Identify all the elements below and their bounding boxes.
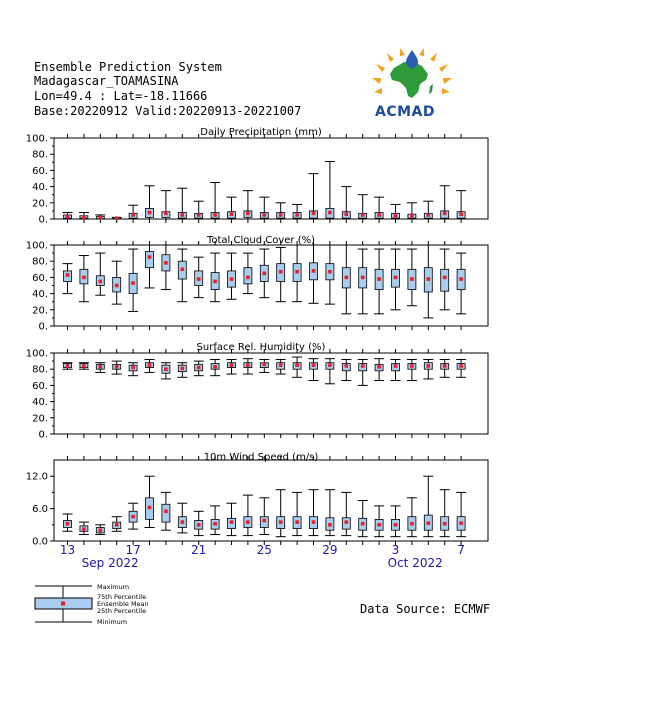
box-2022-09-21 — [194, 201, 204, 219]
box-2022-09-20 — [177, 249, 187, 302]
box-2022-09-25 — [259, 197, 269, 219]
y-tick-label: 0.0 — [32, 536, 48, 548]
y-tick-label: 40. — [32, 289, 48, 301]
x-month-label: Oct 2022 — [387, 556, 443, 570]
mean-marker — [230, 363, 234, 367]
mean-marker — [427, 521, 431, 525]
box-2022-09-14 — [79, 213, 89, 220]
panel-title: 10m Wind Speed (m/s) — [203, 452, 319, 463]
box-2022-09-25 — [259, 498, 269, 535]
panel-title: Surface Rel. Humidity (%) — [196, 342, 326, 353]
mean-marker — [443, 212, 447, 216]
mean-marker — [328, 363, 332, 367]
box-2022-10-01 — [358, 501, 368, 537]
box-2022-09-25 — [259, 249, 269, 298]
box-2022-10-01 — [358, 249, 368, 314]
mean-marker — [361, 364, 365, 368]
mean-marker — [164, 367, 168, 371]
box-2022-09-21 — [194, 361, 204, 376]
mean-marker — [99, 528, 103, 532]
box-2022-09-28 — [309, 245, 319, 303]
y-tick-label: 80. — [32, 256, 48, 268]
box-2022-09-20 — [177, 363, 187, 378]
box-2022-09-27 — [292, 357, 302, 377]
mean-marker — [328, 211, 332, 215]
box-2022-10-02 — [374, 249, 384, 314]
mean-marker — [377, 213, 381, 217]
mean-marker — [394, 364, 398, 368]
mean-marker — [213, 213, 217, 217]
box-2022-09-18 — [145, 476, 155, 527]
box-2022-09-16 — [112, 216, 122, 220]
header-station: Madagascar_TOAMASINA — [34, 74, 179, 88]
mean-marker — [295, 213, 299, 217]
box-2022-09-16 — [112, 517, 122, 532]
box-2022-10-04 — [407, 359, 417, 380]
box-2022-09-22 — [210, 253, 220, 302]
mean-marker — [295, 270, 299, 274]
box-2022-09-29 — [325, 490, 335, 536]
y-tick-label: 6.0 — [32, 504, 48, 516]
mean-marker — [312, 212, 316, 216]
box-2022-09-13 — [63, 514, 73, 531]
chart-panels — [26, 127, 488, 548]
mean-marker — [246, 520, 250, 524]
box-2022-10-05 — [423, 245, 433, 318]
x-day-label: 21 — [191, 543, 207, 557]
mean-marker — [361, 213, 365, 217]
mean-marker — [131, 281, 135, 285]
y-tick-label: 20. — [32, 198, 48, 210]
mean-marker — [164, 261, 168, 265]
mean-marker — [345, 364, 349, 368]
y-tick-label: 0. — [38, 321, 48, 333]
box-2022-10-04 — [407, 203, 417, 219]
box-2022-09-25 — [259, 359, 269, 372]
box-2022-10-07 — [456, 253, 466, 314]
mean-marker — [312, 363, 316, 367]
mean-marker — [427, 213, 431, 217]
box-2022-09-19 — [161, 245, 171, 290]
mean-marker — [295, 520, 299, 524]
mean-marker — [82, 364, 86, 368]
mean-marker — [230, 520, 234, 524]
mean-marker — [213, 280, 217, 284]
mean-marker — [263, 272, 267, 276]
box-2022-09-29 — [325, 359, 335, 384]
box-2022-09-30 — [341, 245, 351, 314]
y-tick-label: 0. — [38, 429, 48, 441]
box-2022-10-06 — [440, 359, 450, 377]
y-tick-label: 80. — [32, 364, 48, 376]
box-2022-09-20 — [177, 503, 187, 533]
box-2022-09-13 — [63, 264, 73, 294]
box-2022-09-21 — [194, 257, 204, 298]
mean-marker — [345, 520, 349, 524]
box-2022-09-17 — [128, 363, 138, 376]
box-2022-09-26 — [276, 490, 286, 537]
mean-marker — [459, 277, 463, 281]
mean-marker — [377, 277, 381, 281]
mean-marker — [443, 364, 447, 368]
box-2022-09-30 — [341, 359, 351, 380]
mean-marker — [131, 366, 135, 370]
box-2022-10-06 — [440, 186, 450, 219]
legend-label-mean: Ensemble Mean — [97, 600, 149, 608]
box-2022-09-24 — [243, 495, 253, 535]
box-2022-10-04 — [407, 498, 417, 537]
y-tick-label: 40. — [32, 182, 48, 194]
panel-3 — [26, 342, 488, 441]
iqr-box — [146, 251, 154, 267]
mean-marker — [131, 213, 135, 217]
mean-marker — [410, 277, 414, 281]
box-2022-09-18 — [145, 245, 155, 288]
mean-marker — [230, 212, 234, 216]
mean-marker — [394, 276, 398, 280]
box-2022-10-06 — [440, 249, 450, 310]
y-tick-label: 12.0 — [25, 471, 48, 483]
mean-marker — [295, 363, 299, 367]
box-2022-09-15 — [95, 253, 105, 295]
box-2022-09-22 — [210, 506, 220, 535]
box-2022-09-23 — [227, 253, 237, 299]
mean-marker — [312, 520, 316, 524]
mean-marker — [181, 213, 185, 217]
mean-marker — [263, 519, 267, 523]
x-day-label: 29 — [322, 543, 338, 557]
box-2022-09-15 — [95, 525, 105, 535]
panel-1 — [26, 127, 488, 226]
legend-label-max: Maximum — [97, 583, 130, 591]
box-2022-09-16 — [112, 361, 122, 374]
box-2022-09-29 — [325, 245, 335, 304]
mean-marker — [197, 213, 201, 217]
x-day-label: 3 — [391, 543, 400, 557]
y-tick-label: 60. — [32, 380, 48, 392]
mean-marker — [394, 214, 398, 218]
box-2022-09-30 — [341, 187, 351, 219]
mean-marker — [115, 284, 119, 288]
box-2022-09-30 — [341, 492, 351, 535]
y-tick-label: 100. — [25, 348, 48, 360]
box-2022-09-18 — [145, 186, 155, 219]
x-day-label: 17 — [125, 543, 141, 557]
y-tick-label: 0. — [38, 214, 48, 226]
panel-title: Daily Precipitation (mm) — [200, 127, 322, 138]
box-2022-10-07 — [456, 359, 466, 377]
box-2022-09-28 — [309, 490, 319, 536]
mean-marker — [427, 277, 431, 281]
box-2022-09-17 — [128, 503, 138, 529]
mean-marker — [361, 522, 365, 526]
mean-marker — [82, 527, 86, 531]
box-2022-09-16 — [112, 261, 122, 304]
box-2022-10-03 — [391, 506, 401, 537]
box-2022-10-02 — [374, 359, 384, 381]
panel-2 — [26, 235, 488, 333]
mean-marker — [443, 522, 447, 526]
data-source-note: Data Source: ECMWF — [360, 602, 491, 616]
iqr-box — [441, 269, 449, 291]
box-2022-09-22 — [210, 359, 220, 375]
y-tick-label: 20. — [32, 413, 48, 425]
x-day-label: 13 — [59, 543, 76, 557]
box-2022-09-23 — [227, 359, 237, 374]
mean-marker — [427, 364, 431, 368]
box-2022-09-14 — [79, 363, 89, 369]
box-2022-09-24 — [243, 359, 253, 374]
y-tick-label: 60. — [32, 272, 48, 284]
box-2022-10-06 — [440, 490, 450, 537]
mean-marker — [410, 364, 414, 368]
mean-marker — [328, 523, 332, 527]
box-2022-09-15 — [95, 363, 105, 373]
mean-marker — [443, 276, 447, 280]
mean-marker — [279, 270, 283, 274]
y-tick-label: 100. — [25, 240, 48, 252]
box-2022-09-23 — [227, 503, 237, 535]
box-2022-10-03 — [391, 204, 401, 219]
mean-marker — [115, 216, 119, 220]
mean-marker — [377, 365, 381, 369]
mean-marker — [361, 276, 365, 280]
box-2022-10-03 — [391, 249, 401, 310]
panel-4 — [26, 452, 488, 548]
legend-label-q75: 75th Percentile — [97, 593, 147, 601]
legend-mean-marker — [61, 602, 65, 606]
box-2022-09-21 — [194, 511, 204, 535]
mean-marker — [410, 214, 414, 218]
mean-marker — [181, 520, 185, 524]
mean-marker — [197, 523, 201, 527]
box-2022-10-03 — [391, 359, 401, 380]
box-2022-09-13 — [63, 363, 73, 369]
box-2022-09-20 — [177, 188, 187, 219]
mean-marker — [312, 269, 316, 273]
box-2022-09-17 — [128, 249, 138, 311]
mean-marker — [213, 522, 217, 526]
mean-marker — [164, 212, 168, 216]
box-2022-09-23 — [227, 197, 237, 219]
box-2022-09-27 — [292, 492, 302, 535]
mean-marker — [148, 506, 152, 510]
mean-marker — [459, 212, 463, 216]
mean-marker — [148, 211, 152, 215]
y-tick-label: 100. — [25, 133, 48, 145]
mean-marker — [148, 363, 152, 367]
header-title: Ensemble Prediction System — [34, 60, 222, 74]
legend — [35, 583, 149, 626]
mean-marker — [246, 276, 250, 280]
box-2022-09-13 — [63, 213, 73, 219]
iqr-box — [162, 504, 170, 522]
logo-text: ACMAD — [375, 104, 435, 120]
box-2022-10-07 — [456, 191, 466, 219]
panel-title: Total Cloud Cover (%) — [206, 235, 316, 246]
box-2022-09-27 — [292, 245, 302, 302]
mean-marker — [263, 213, 267, 217]
box-2022-09-19 — [161, 363, 171, 379]
mean-marker — [279, 520, 283, 524]
box-2022-09-22 — [210, 183, 220, 219]
box-2022-09-19 — [161, 492, 171, 530]
mean-marker — [410, 522, 414, 526]
box-2022-10-01 — [358, 359, 368, 385]
mean-marker — [99, 365, 103, 369]
y-tick-label: 40. — [32, 397, 48, 409]
box-2022-10-05 — [423, 201, 433, 219]
panel-frame — [54, 138, 488, 219]
mean-marker — [99, 280, 103, 284]
mean-marker — [459, 364, 463, 368]
legend-label-min: Minimum — [97, 618, 128, 626]
header-base-valid: Base:20220912 Valid:20220913-20221007 — [34, 104, 302, 118]
mean-marker — [115, 365, 119, 369]
mean-marker — [181, 268, 185, 272]
mean-marker — [66, 273, 70, 277]
box-2022-10-04 — [407, 249, 417, 306]
mean-marker — [279, 363, 283, 367]
box-2022-09-19 — [161, 191, 171, 219]
box-2022-09-24 — [243, 191, 253, 219]
box-2022-09-26 — [276, 203, 286, 219]
x-axis-labels — [60, 543, 465, 570]
mean-marker — [197, 366, 201, 370]
mean-marker — [230, 277, 234, 281]
mean-marker — [213, 365, 217, 369]
box-2022-09-26 — [276, 247, 286, 301]
box-2022-09-28 — [309, 359, 319, 381]
box-2022-09-18 — [145, 359, 155, 372]
box-2022-09-26 — [276, 359, 286, 374]
box-2022-09-24 — [243, 253, 253, 294]
mean-marker — [181, 367, 185, 371]
mean-marker — [246, 212, 250, 216]
x-day-label: 25 — [256, 543, 272, 557]
mean-marker — [66, 522, 70, 526]
box-2022-10-05 — [423, 476, 433, 536]
x-month-label: Sep 2022 — [81, 556, 139, 570]
y-tick-label: 80. — [32, 149, 48, 161]
mean-marker — [345, 212, 349, 216]
mean-marker — [394, 523, 398, 527]
mean-marker — [66, 364, 70, 368]
box-2022-10-01 — [358, 195, 368, 219]
mean-marker — [82, 276, 86, 280]
header-coordinates: Lon=49.4 : Lat=-18.11666 — [34, 89, 208, 103]
box-2022-10-07 — [456, 492, 466, 536]
mean-marker — [263, 363, 267, 367]
mean-marker — [459, 521, 463, 525]
y-tick-label: 20. — [32, 305, 48, 317]
mean-marker — [82, 216, 86, 220]
box-2022-09-14 — [79, 522, 89, 534]
mean-marker — [345, 276, 349, 280]
box-2022-09-27 — [292, 204, 302, 219]
mean-marker — [115, 523, 119, 527]
box-2022-10-05 — [423, 359, 433, 378]
mean-marker — [377, 523, 381, 527]
mean-marker — [279, 213, 283, 217]
mean-marker — [164, 510, 168, 514]
mean-marker — [328, 270, 332, 274]
mean-marker — [99, 216, 103, 220]
box-2022-09-29 — [325, 161, 335, 219]
box-2022-10-02 — [374, 197, 384, 219]
mean-marker — [197, 277, 201, 281]
box-2022-09-14 — [79, 256, 89, 302]
box-2022-09-17 — [128, 205, 138, 219]
mean-marker — [148, 255, 152, 259]
mean-marker — [131, 515, 135, 519]
x-day-label: 7 — [457, 543, 465, 557]
box-2022-10-02 — [374, 506, 384, 537]
legend-label-q25: 25th Percentile — [97, 607, 147, 615]
box-2022-09-28 — [309, 174, 319, 219]
y-tick-label: 60. — [32, 165, 48, 177]
box-2022-09-15 — [95, 215, 105, 219]
mean-marker — [246, 363, 250, 367]
mean-marker — [66, 215, 70, 219]
